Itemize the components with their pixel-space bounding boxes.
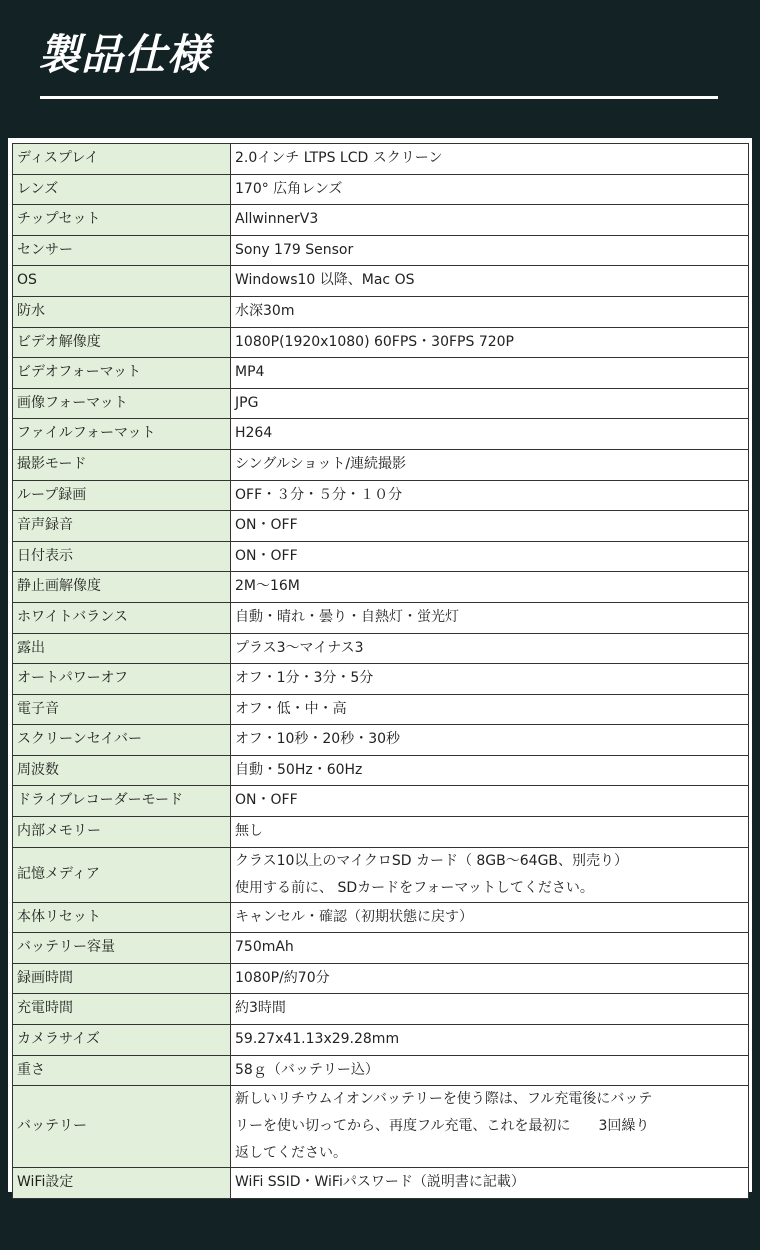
- spec-value: [231, 1086, 749, 1168]
- spec-value: [231, 933, 749, 964]
- spec-table: [12, 143, 749, 1199]
- spec-value-line: 58ｇ（バッテリー込）: [235, 1061, 379, 1078]
- spec-value: [231, 786, 749, 817]
- spec-label: オートパワーオフ: [13, 664, 231, 695]
- spec-row: [13, 235, 749, 266]
- spec-row: [13, 1055, 749, 1086]
- spec-label: OS: [13, 266, 231, 297]
- spec-value: [231, 847, 749, 902]
- spec-value: [231, 1055, 749, 1086]
- spec-value-line: ON・OFF: [235, 792, 298, 809]
- spec-value-line: Sony 179 Sensor: [235, 241, 354, 258]
- spec-row: [13, 902, 749, 933]
- spec-value: [231, 755, 749, 786]
- spec-row: [13, 1025, 749, 1056]
- spec-value-line: 59.27x41.13x29.28mm: [235, 1031, 400, 1048]
- spec-row: [13, 755, 749, 786]
- spec-label: バッテリー容量: [13, 933, 231, 964]
- spec-row: [13, 541, 749, 572]
- spec-label: 撮影モード: [13, 449, 231, 480]
- spec-label: レンズ: [13, 174, 231, 205]
- spec-row: [13, 449, 749, 480]
- spec-value: [231, 664, 749, 695]
- spec-row: [13, 1168, 749, 1199]
- spec-row: [13, 725, 749, 756]
- spec-value: [231, 1168, 749, 1199]
- spec-value-line: 使用する前に、 SDカードをフォーマットしてください。: [235, 879, 594, 896]
- spec-value: [231, 480, 749, 511]
- spec-value-line: 新しいリチウムイオンバッテリーを使う際は、フル充電後にバッテ: [235, 1091, 653, 1108]
- spec-value: [231, 817, 749, 848]
- spec-value-line: オフ・10秒・20秒・30秒: [235, 731, 401, 748]
- spec-row: [13, 994, 749, 1025]
- spec-row: [13, 633, 749, 664]
- spec-label: ビデオ解像度: [13, 327, 231, 358]
- spec-label: ドライブレコーダーモード: [13, 786, 231, 817]
- spec-label: ファイルフォーマット: [13, 419, 231, 450]
- spec-label: 日付表示: [13, 541, 231, 572]
- spec-row: [13, 1086, 749, 1168]
- spec-label: 露出: [13, 633, 231, 664]
- spec-value: [231, 633, 749, 664]
- spec-row: [13, 296, 749, 327]
- spec-row: [13, 266, 749, 297]
- spec-row: [13, 933, 749, 964]
- spec-row: [13, 388, 749, 419]
- spec-value-line: 自動・晴れ・曇り・自熱灯・蛍光灯: [235, 608, 459, 625]
- spec-row: [13, 963, 749, 994]
- spec-row: [13, 205, 749, 236]
- spec-row: [13, 572, 749, 603]
- spec-label: ディスプレイ: [13, 144, 231, 175]
- spec-value-line: 自動・50Hz・60Hz: [235, 761, 363, 778]
- spec-value: [231, 144, 749, 175]
- spec-value-line: シングルショット/連続撮影: [235, 455, 407, 472]
- spec-row: [13, 174, 749, 205]
- spec-value-line: 約3時間: [235, 1000, 286, 1017]
- spec-value-line: ON・OFF: [235, 547, 298, 564]
- spec-value-line: 水深30m: [235, 302, 295, 319]
- spec-row: [13, 480, 749, 511]
- spec-label: 本体リセット: [13, 902, 231, 933]
- spec-label: ビデオフォーマット: [13, 358, 231, 389]
- spec-label: 音声録音: [13, 511, 231, 542]
- spec-value-line: JPG: [235, 394, 259, 411]
- spec-value-line: Windows10 以降、Mac OS: [235, 272, 415, 289]
- spec-label: WiFi設定: [13, 1168, 231, 1199]
- spec-row: [13, 817, 749, 848]
- spec-value: [231, 1025, 749, 1056]
- spec-row: [13, 144, 749, 175]
- spec-label: 記憶メディア: [13, 847, 231, 902]
- spec-value-line: 170° 広角レンズ: [235, 180, 343, 197]
- spec-label: 画像フォーマット: [13, 388, 231, 419]
- spec-value-line: 750mAh: [235, 939, 294, 956]
- spec-value-line: クラス10以上のマイクロSD カード（ 8GB〜64GB、別売り）: [235, 852, 629, 869]
- spec-value-line: 1080P/約70分: [235, 969, 330, 986]
- spec-value: [231, 205, 749, 236]
- spec-row: [13, 664, 749, 695]
- spec-value: [231, 902, 749, 933]
- spec-value-line: リーを使い切ってから、再度フル充電、これを最初に 3回繰り: [235, 1118, 650, 1135]
- spec-label: 録画時間: [13, 963, 231, 994]
- spec-value-line: 返してください。: [235, 1145, 347, 1162]
- spec-label: 内部メモリー: [13, 817, 231, 848]
- spec-row: [13, 786, 749, 817]
- spec-value-line: H264: [235, 425, 273, 442]
- spec-value: [231, 327, 749, 358]
- spec-value: [231, 296, 749, 327]
- spec-label: チップセット: [13, 205, 231, 236]
- spec-value: [231, 511, 749, 542]
- spec-value-line: オフ・低・中・高: [235, 700, 347, 717]
- spec-value: [231, 358, 749, 389]
- spec-value: [231, 694, 749, 725]
- spec-label: 電子音: [13, 694, 231, 725]
- spec-label: スクリーンセイバー: [13, 725, 231, 756]
- spec-value-line: キャンセル・確認（初期状態に戻す）: [235, 908, 473, 925]
- spec-label: 充電時間: [13, 994, 231, 1025]
- spec-value: [231, 963, 749, 994]
- spec-row: [13, 602, 749, 633]
- spec-row: [13, 511, 749, 542]
- spec-sheet: [8, 138, 752, 1192]
- spec-value: [231, 725, 749, 756]
- spec-label: 重さ: [13, 1055, 231, 1086]
- spec-value-line: WiFi SSID・WiFiパスワード（説明書に記載）: [235, 1174, 525, 1191]
- spec-label: センサー: [13, 235, 231, 266]
- spec-row: [13, 694, 749, 725]
- spec-value: [231, 388, 749, 419]
- spec-value: [231, 541, 749, 572]
- spec-value: [231, 174, 749, 205]
- spec-value-line: 2.0インチ LTPS LCD スクリーン: [235, 150, 443, 166]
- spec-value: [231, 235, 749, 266]
- spec-label: バッテリー: [13, 1086, 231, 1168]
- spec-value-line: MP4: [235, 364, 265, 381]
- spec-label: 防水: [13, 296, 231, 327]
- spec-value: [231, 602, 749, 633]
- spec-value-line: 1080P(1920x1080) 60FPS・30FPS 720P: [235, 333, 514, 350]
- spec-value-line: OFF・３分・５分・１０分: [235, 486, 403, 503]
- spec-value-line: 2M〜16M: [235, 578, 300, 595]
- title-divider: [40, 96, 718, 99]
- spec-row: [13, 847, 749, 902]
- spec-value-line: 無し: [235, 823, 263, 840]
- spec-label: ホワイトバランス: [13, 602, 231, 633]
- spec-value-line: AllwinnerV3: [235, 211, 319, 228]
- page-title: 製品仕様: [38, 30, 211, 79]
- spec-value-line: ON・OFF: [235, 517, 298, 534]
- spec-row: [13, 419, 749, 450]
- spec-label: 静止画解像度: [13, 572, 231, 603]
- spec-row: [13, 358, 749, 389]
- spec-value: [231, 572, 749, 603]
- spec-value-line: プラス3〜マイナス3: [235, 639, 364, 656]
- spec-label: カメラサイズ: [13, 1025, 231, 1056]
- spec-value: [231, 449, 749, 480]
- spec-value: [231, 419, 749, 450]
- spec-value-line: オフ・1分・3分・5分: [235, 670, 374, 687]
- spec-table-body: [13, 144, 749, 1199]
- spec-label: 周波数: [13, 755, 231, 786]
- spec-row: [13, 327, 749, 358]
- spec-value: [231, 994, 749, 1025]
- spec-value: [231, 266, 749, 297]
- spec-label: ループ録画: [13, 480, 231, 511]
